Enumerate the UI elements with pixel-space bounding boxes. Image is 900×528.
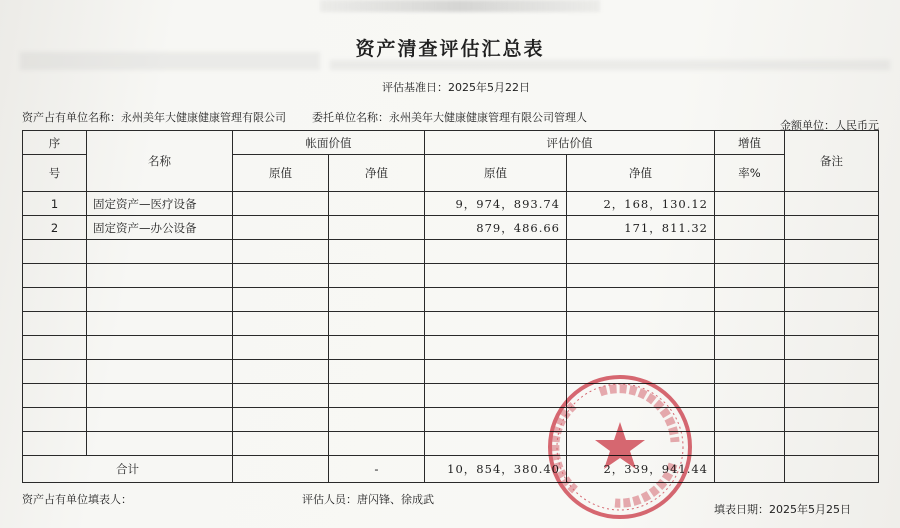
- table-row: [23, 288, 879, 312]
- table-row: [23, 384, 879, 408]
- cell-book-original: [233, 216, 329, 240]
- header-book-original: 原值: [233, 155, 329, 192]
- header-row: [23, 131, 879, 155]
- cell-name: 固定资产—办公设备: [87, 216, 233, 240]
- cell-eval-net: 171，811.32: [567, 216, 715, 240]
- evaluators: 评估人员：唐闪锋、徐成武: [302, 493, 434, 506]
- header-eval-original: 原值: [425, 155, 567, 192]
- cell-growth: [715, 192, 785, 216]
- cell-seq: 1: [23, 192, 87, 216]
- owner-unit-value: 永州美年大健康健康管理有限公司: [121, 111, 286, 124]
- header-growth-top: 增值: [715, 131, 785, 155]
- total-row: [23, 456, 879, 483]
- cell-book-original: [233, 192, 329, 216]
- cell-seq: 2: [23, 216, 87, 240]
- header-eval-value: 评估价值: [425, 131, 715, 155]
- cell-eval-net: 2，168，130.12: [567, 192, 715, 216]
- table-row: [23, 192, 879, 216]
- table-row: [23, 432, 879, 456]
- header-book-value: 帐面价值: [233, 131, 425, 155]
- owner-unit: [22, 109, 286, 125]
- cell-book-net: [329, 216, 425, 240]
- cell-book-net: [329, 192, 425, 216]
- total-book-net: -: [329, 456, 425, 483]
- table-row: [23, 408, 879, 432]
- client-unit-value: 永州美年大健康健康管理有限公司管理人: [389, 111, 587, 124]
- document-title: 资产清查评估汇总表: [355, 38, 545, 60]
- total-eval-original: 10，854，380.40: [425, 456, 567, 483]
- header-seq-bottom: 号: [23, 155, 87, 192]
- table-row: [23, 240, 879, 264]
- cell-name: 固定资产—医疗设备: [87, 192, 233, 216]
- table-row: [23, 264, 879, 288]
- filler-signature: 资产占有单位填表人：: [22, 493, 132, 506]
- bleed-through-shadow: [320, 0, 600, 12]
- owner-unit-label: 资产占有单位名称：: [22, 111, 121, 124]
- header-name: 名称: [87, 131, 233, 192]
- cell-eval-original: 9，974，893.74: [425, 192, 567, 216]
- cell-eval-original: 879，486.66: [425, 216, 567, 240]
- table-row: [23, 312, 879, 336]
- table-row: [23, 360, 879, 384]
- header-eval-net: 净值: [567, 155, 715, 192]
- header-book-net: 净值: [329, 155, 425, 192]
- total-growth: [715, 456, 785, 483]
- table-row: [23, 216, 879, 240]
- total-label: 合计: [23, 456, 233, 483]
- header-remarks: 备注: [785, 131, 879, 192]
- summary-table: [22, 130, 879, 483]
- table-row: [23, 336, 879, 360]
- client-unit-label: 委托单位名称：: [312, 111, 389, 124]
- total-book-original: [233, 456, 329, 483]
- total-remarks: [785, 456, 879, 483]
- header-growth-bottom: 率%: [715, 155, 785, 192]
- base-date: 评估基准日：2025年5月22日: [382, 81, 530, 94]
- currency-unit: 金额单位：人民币元: [780, 119, 879, 132]
- cell-growth: [715, 216, 785, 240]
- official-seal-stamp: [545, 372, 695, 522]
- client-unit: [312, 109, 587, 125]
- cell-remarks: [785, 192, 879, 216]
- bleed-through-shadow: [330, 60, 890, 70]
- fill-date: 填表日期：2025年5月25日: [714, 503, 851, 516]
- cell-remarks: [785, 216, 879, 240]
- total-eval-net: 2，339，941.44: [567, 456, 715, 483]
- header-seq-top: 序: [23, 131, 87, 155]
